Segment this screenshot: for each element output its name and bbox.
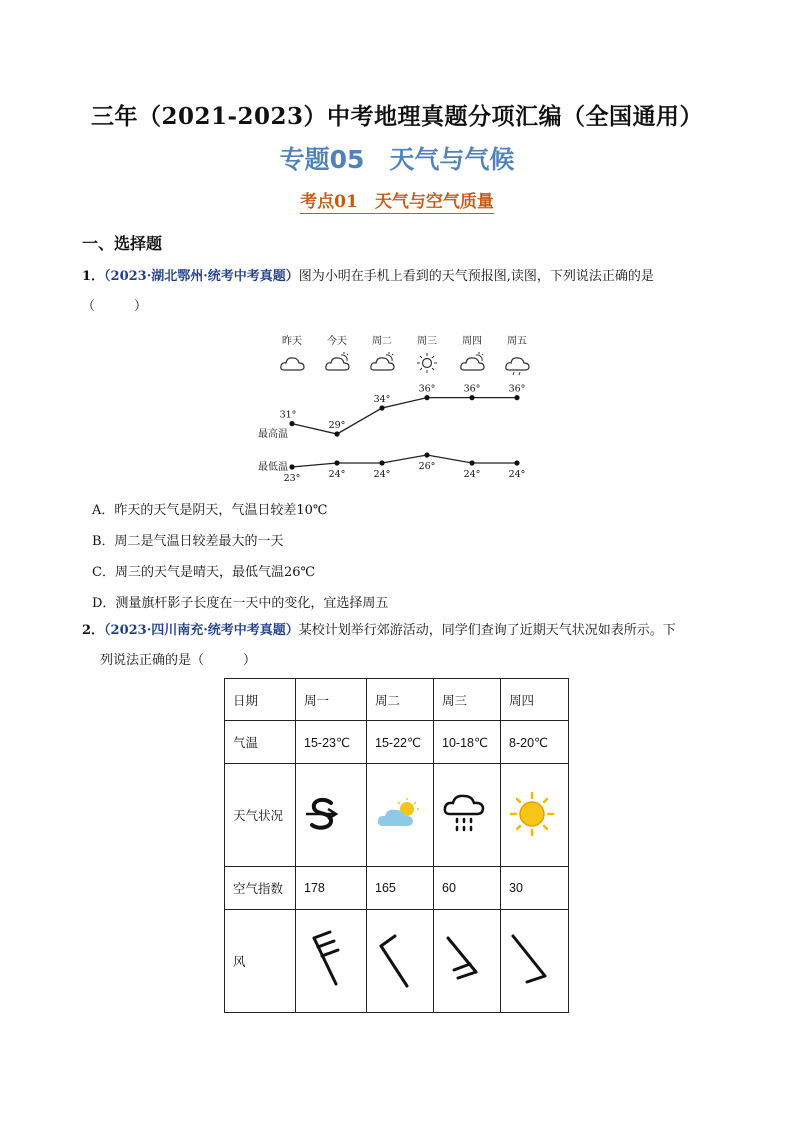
section-heading: 一、选择题 bbox=[82, 234, 163, 253]
table-cell bbox=[434, 910, 501, 1013]
series-label: 最低温 bbox=[258, 462, 288, 473]
question-source: （2023·湖北鄂州·统考中考真题） bbox=[104, 269, 299, 284]
option-d[interactable]: D．测量旗杆影子长度在一天中的变化，宜选择周五 bbox=[92, 596, 389, 611]
table-cell bbox=[367, 910, 434, 1013]
max-temp-line bbox=[292, 398, 517, 434]
min-temp-point bbox=[334, 460, 339, 465]
table-cell bbox=[367, 764, 434, 867]
day-label: 周五 bbox=[507, 336, 527, 347]
table-row bbox=[225, 679, 569, 721]
data-label: 26° bbox=[418, 461, 436, 472]
max-temp-point bbox=[424, 395, 429, 400]
table-cell: 178 bbox=[296, 867, 367, 910]
question-stem: 图为小明在手机上看到的天气预报图,读图，下列说法正确的是 bbox=[298, 269, 654, 284]
question-2 bbox=[82, 618, 676, 644]
partly-cloudy-icon bbox=[326, 352, 349, 370]
max-temp-point bbox=[469, 395, 474, 400]
table-cell: 15-22℃ bbox=[367, 721, 434, 764]
table-cell: 165 bbox=[367, 867, 434, 910]
topic-heading-text: 考点01 天气与空气质量 bbox=[300, 192, 494, 212]
wind-barb-3-icon bbox=[304, 930, 354, 990]
day-label: 周四 bbox=[462, 336, 482, 347]
table-row bbox=[225, 867, 569, 910]
table-cell: 周二 bbox=[367, 679, 434, 721]
wind-barb-1-icon bbox=[375, 930, 425, 990]
max-temp-point bbox=[379, 405, 384, 410]
option-b[interactable]: B．周二是气温日较差最大的一天 bbox=[92, 534, 284, 549]
table-cell: 周一 bbox=[296, 679, 367, 721]
data-label: 24° bbox=[508, 469, 526, 480]
day-label: 今天 bbox=[327, 336, 347, 347]
data-label: 24° bbox=[373, 469, 391, 480]
table-cell: 10-18℃ bbox=[434, 721, 501, 764]
max-temp-point bbox=[289, 421, 294, 426]
page-title: 三年（2021-2023）中考地理真题分项汇编（全国通用） bbox=[90, 103, 704, 130]
topic-heading bbox=[0, 187, 794, 212]
data-label: 36° bbox=[508, 383, 526, 395]
question-1 bbox=[82, 264, 654, 290]
forecast-chart-svg bbox=[250, 330, 530, 490]
day-label: 周二 bbox=[372, 336, 392, 347]
day-label: 周三 bbox=[417, 336, 437, 347]
data-label: 29° bbox=[328, 420, 346, 431]
sunny-icon bbox=[509, 791, 555, 837]
sandstorm-icon bbox=[304, 794, 344, 834]
table-cell bbox=[501, 910, 569, 1013]
table-cell bbox=[296, 910, 367, 1013]
option-a[interactable]: A．昨天的天气是阴天，气温日较差10℃ bbox=[92, 503, 328, 518]
cloudy-rain-icon bbox=[506, 358, 529, 375]
forecast-chart bbox=[250, 330, 530, 490]
min-temp-point bbox=[379, 460, 384, 465]
table-cell bbox=[296, 764, 367, 867]
row-label: 日期 bbox=[225, 679, 296, 721]
min-temp-point bbox=[289, 464, 294, 469]
table-cell bbox=[501, 764, 569, 867]
question-source: （2023·四川南充·统考中考真题） bbox=[104, 623, 299, 638]
data-label: 34° bbox=[373, 394, 391, 405]
table-row bbox=[225, 764, 569, 867]
data-label: 31° bbox=[279, 409, 297, 421]
table-row bbox=[225, 910, 569, 1013]
question-number: 1． bbox=[82, 269, 105, 284]
row-label: 空气指数 bbox=[225, 867, 296, 910]
data-label: 24° bbox=[463, 469, 481, 480]
max-temp-point bbox=[514, 395, 519, 400]
table-cell: 15-23℃ bbox=[296, 721, 367, 764]
partly-cloudy-icon bbox=[461, 352, 484, 370]
max-temp-point bbox=[334, 431, 339, 436]
table-cell: 周三 bbox=[434, 679, 501, 721]
data-label: 23° bbox=[283, 473, 301, 484]
min-temp-point bbox=[424, 452, 429, 457]
day-label: 昨天 bbox=[282, 336, 302, 347]
min-temp-point bbox=[514, 460, 519, 465]
wind-barb-2-icon bbox=[442, 930, 492, 990]
table-cell bbox=[434, 764, 501, 867]
table-cell: 周四 bbox=[501, 679, 569, 721]
table-cell: 60 bbox=[434, 867, 501, 910]
table-cell: 30 bbox=[501, 867, 569, 910]
chapter-subtitle: 专题05 天气与气候 bbox=[279, 145, 515, 174]
sunny-icon bbox=[417, 353, 437, 373]
data-label: 36° bbox=[463, 383, 481, 395]
series-label: 最高温 bbox=[258, 429, 288, 440]
rain-icon bbox=[442, 792, 486, 836]
row-label: 天气状况 bbox=[225, 764, 296, 867]
cloudy-icon bbox=[281, 358, 304, 370]
row-label: 风 bbox=[225, 910, 296, 1013]
min-temp-line bbox=[292, 455, 517, 467]
option-c[interactable]: C．周三的天气是晴天，最低气温26℃ bbox=[92, 565, 316, 580]
wind-barb-1-icon bbox=[509, 930, 559, 990]
weather-table bbox=[224, 678, 569, 1013]
table-cell: 8-20℃ bbox=[501, 721, 569, 764]
question-2-line2: 列说法正确的是（ ） bbox=[100, 653, 257, 668]
partly-cloudy-icon bbox=[375, 794, 425, 834]
data-label: 36° bbox=[418, 383, 436, 395]
question-1-blank: （ ） bbox=[82, 299, 148, 314]
data-label: 24° bbox=[328, 469, 346, 480]
min-temp-point bbox=[469, 460, 474, 465]
row-label: 气温 bbox=[225, 721, 296, 764]
table-row bbox=[225, 721, 569, 764]
question-stem: 某校计划举行郊游活动，同学们查询了近期天气状况如表所示。下 bbox=[298, 623, 676, 638]
question-number: 2． bbox=[82, 623, 105, 638]
partly-cloudy-icon bbox=[371, 352, 394, 370]
